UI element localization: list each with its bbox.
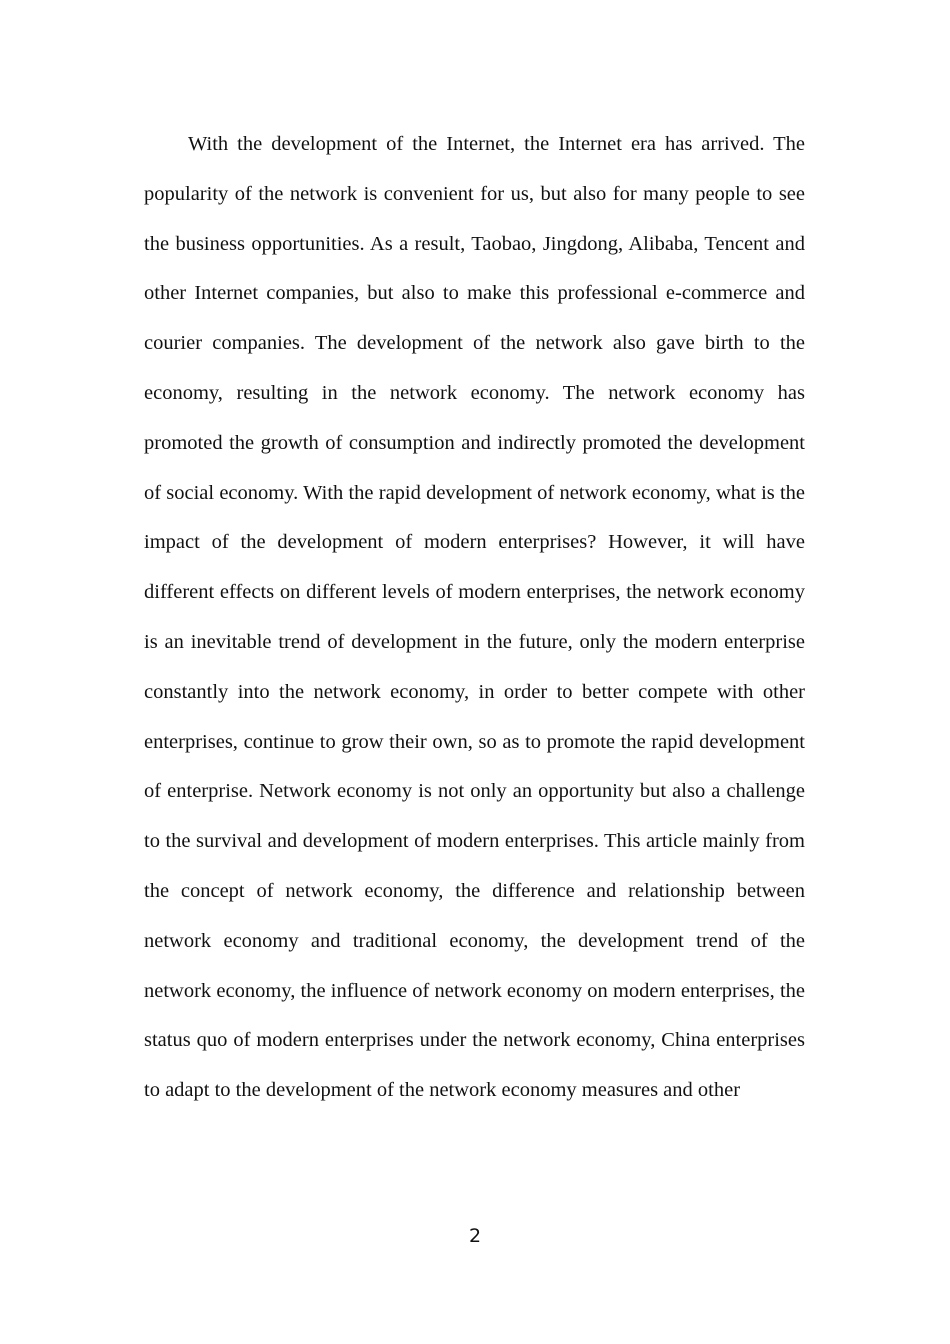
- page-number: 2: [468, 1225, 482, 1247]
- body-paragraph: With the development of the Internet, the Internet era has arrived. The popularity of the network is convenient for us, but also for many people to see the business opportunities. As a result, Taobao, Jingdong, Alibaba, Tencent and other Internet companies, but also to make this professional e-commerce and courier companies. The development of the network also gave birth to the economy, resulting in the network economy. The network economy has promoted the growth of consumption and indirectly promoted the development of social economy. With the rapid development of network economy, what is the impact of the development of modern enterprises? However, it will have different effects on different levels of modern enterprises, the network economy is an inevitable trend of development in the future, only the modern enterprise constantly into the network economy, in order to better compete with other enterprises, continue to grow their own, so as to promote the rapid development of enterprise. Network economy is not only an opportunity but also a challenge to the survival and development of modern enterprises. This article mainly from the concept of network economy, the difference and relationship between network economy and traditional economy, the development trend of the network economy, the influence of network economy on modern enterprises, the status quo of modern enterprises under the network economy, China enterprises to adapt to the development of the network economy measures and other: [144, 133, 805, 1102]
